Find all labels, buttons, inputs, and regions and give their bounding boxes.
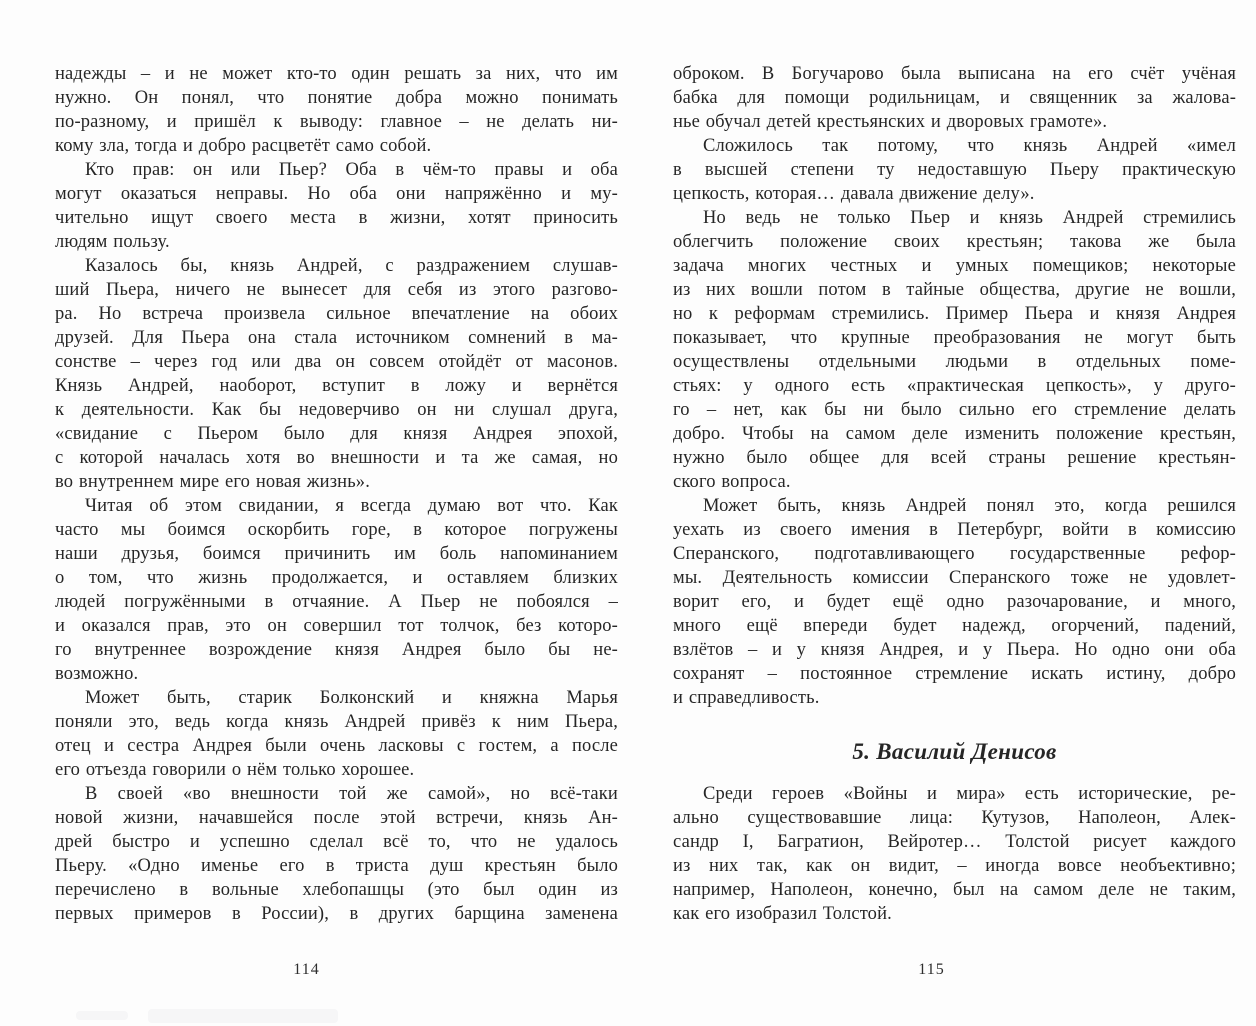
text-line: ского вопроса. [673, 472, 791, 492]
text-line: Читая об этом свидании, я всегда думаю вот что. Как [85, 496, 618, 516]
text-line: сандр I, Багратион, Вейротер… Толстой рисует каждого [673, 832, 1236, 852]
text-line: но к реформам стремились. Пример Пьера и князя Андрея [673, 304, 1236, 324]
text-line: Кто прав: он или Пьер? Оба в чём-то правы и оба [85, 160, 618, 180]
text-line: цепкость, которая… давала движение делу». [673, 184, 1035, 204]
paragraph [55, 158, 618, 254]
text-line: как его изобразил Толстой. [673, 904, 892, 924]
text-line: в высшей степени ту недоставшую Пьеру практическую [673, 160, 1236, 180]
paragraph [673, 494, 1236, 710]
text-line: ально существовавшие лица: Кутузов, Наполеон, Алек- [673, 808, 1236, 828]
scan-smudge [148, 1009, 338, 1023]
page-right-text [673, 62, 1236, 710]
paragraph [673, 62, 1236, 134]
paragraph [55, 62, 618, 158]
paragraph [673, 206, 1236, 494]
text-line: ра. Но встреча произвела сильное впечатление на обоих [55, 304, 618, 324]
text-line: Пьеру. «Одно именье его в триста душ крестьян было [55, 856, 618, 876]
text-line: из них вошли потом в тайные общества, другие не вошли, [673, 280, 1236, 300]
text-line: по-разному, и пришёл к выводу: главное – не делать ни- [55, 112, 618, 132]
text-line: ворит его, и будет ещё одно разочарование, и много, [673, 592, 1236, 612]
text-line: например, Наполеон, конечно, был на самом деле не таким, [673, 880, 1236, 900]
text-line: и оказался прав, это он совершил тот толчок, без которо- [55, 616, 618, 636]
paragraph [55, 254, 618, 494]
text-line: дрей быстро и успешно сделал всё то, что не удалось [55, 832, 618, 852]
page-right [673, 62, 1236, 926]
text-line: перечислено в вольные хлебопашцы (это был один из [55, 880, 618, 900]
text-line: ший Пьера, ничего не вынесет для себя из этого разгово- [55, 280, 618, 300]
page-left [55, 62, 618, 926]
text-line: людей погружёнными в отчаяние. А Пьер не побоялся – [55, 592, 618, 612]
text-line: сонстве – через год или два он совсем отойдёт от масонов. [55, 352, 618, 372]
section-text [673, 782, 1236, 926]
text-line: показывает, что крупные преобразования не могут быть [673, 328, 1236, 348]
text-line: нужно. Он понял, что понятие добра можно понимать [55, 88, 618, 108]
text-line: Сперанского, подготавливающего государственные рефор- [673, 544, 1236, 564]
text-line: много ещё впереди будет надежд, огорчений, падений, [673, 616, 1236, 636]
text-line: го – нет, как бы ни было сильно его стремление делать [673, 400, 1236, 420]
text-line: сохранят – постоянное стремление искать истину, добро [673, 664, 1236, 684]
text-line: о том, что жизнь продолжается, и оставляем близких [55, 568, 618, 588]
paragraph [673, 134, 1236, 206]
text-line: взлётов – и у князя Андрея, и у Пьера. Но одно они оба [673, 640, 1236, 660]
text-line: чительно ищут своего места в жизни, хотят приносить [55, 208, 618, 228]
text-line: из них так, как он видит, – иногда вовсе необъективно; [673, 856, 1236, 876]
text-line: стьях: у одного есть «практическая цепкость», у друго- [673, 376, 1236, 396]
text-line: го внутреннее возрождение князя Андрея было бы не- [55, 640, 618, 660]
text-line: нужно было общее для всей страны решение крестьян- [673, 448, 1236, 468]
text-line: мы. Деятельность комиссии Сперанского тоже не удовлет- [673, 568, 1236, 588]
text-line: «свидание с Пьером было для князя Андрея эпохой, [55, 424, 618, 444]
text-line: во внутреннем мире его новая жизнь». [55, 472, 370, 492]
text-line: облегчить положение своих крестьян; такова же была [673, 232, 1236, 252]
text-line: с которой началась хотя во внешности и та же самая, но [55, 448, 618, 468]
paragraph [55, 686, 618, 782]
text-line: осуществлены отдельными людьми в отдельных поме- [673, 352, 1236, 372]
text-line: Но ведь не только Пьер и князь Андрей стремились [703, 208, 1236, 228]
paragraph [673, 782, 1236, 926]
text-line: наши друзья, боимся причинить им боль напоминанием [55, 544, 618, 564]
text-line: новой жизни, начавшейся после этой встречи, князь Ан- [55, 808, 618, 828]
text-line: задача многих честных и умных помещиков; некоторые [673, 256, 1236, 276]
text-line: Казалось бы, князь Андрей, с раздражением слушав- [85, 256, 618, 276]
text-line: В своей «во внешности той же самой», но всё-таки [85, 784, 618, 804]
text-line: и справедливость. [673, 688, 820, 708]
text-line: часто мы боимся оскорбить горе, в которое погружены [55, 520, 618, 540]
text-line: Князь Андрей, наоборот, вступит в ложу и вернётся [55, 376, 618, 396]
text-line: к деятельности. Как бы недоверчиво он ни слушал друга, [55, 400, 618, 420]
text-line: возможно. [55, 664, 139, 684]
page-number-left: 114 [293, 961, 320, 978]
text-line: могут оказаться неправы. Но оба они напряжённо и му- [55, 184, 618, 204]
text-line: друзей. Для Пьера она стала источником сомнений в ма- [55, 328, 618, 348]
text-line: людям пользу. [55, 232, 170, 252]
text-line: оброком. В Богучарово была выписана на его счёт учёная [673, 64, 1236, 84]
text-line: первых примеров в России), в других барщина заменена [55, 904, 618, 924]
text-line: кому зла, тогда и добро расцветёт само собой. [55, 136, 432, 156]
text-line: надежды – и не может кто-то один решать за них, что им [55, 64, 618, 84]
text-line: Может быть, старик Болконский и княжна Марья [85, 688, 618, 708]
paragraph [55, 782, 618, 926]
text-line: бабка для помощи родильницам, и священник за жалова- [673, 88, 1236, 108]
text-line: поняли это, ведь когда князь Андрей привёз к ним Пьера, [55, 712, 618, 732]
text-line: нье обучал детей крестьянских и дворовых грамоте». [673, 112, 1108, 132]
text-line: уехать из своего имения в Петербург, войти в комиссию [673, 520, 1236, 540]
text-line: Сложилось так потому, что князь Андрей «имел [703, 136, 1236, 156]
page-number-right: 115 [918, 961, 945, 978]
text-line: отец и сестра Андрея были очень ласковы с гостем, а после [55, 736, 618, 756]
section-heading: 5. Василий Денисов [852, 739, 1057, 764]
page-left-text [55, 62, 618, 926]
text-line: Может быть, князь Андрей понял это, когда решился [703, 496, 1236, 516]
paragraph [55, 494, 618, 686]
text-line: добро. Чтобы на самом деле изменить положение крестьян, [673, 424, 1236, 444]
text-line: Среди героев «Войны и мира» есть исторические, ре- [703, 784, 1236, 804]
scan-smudge [76, 1011, 128, 1020]
text-line: его отъезда говорили о нём только хорошее. [55, 760, 415, 780]
